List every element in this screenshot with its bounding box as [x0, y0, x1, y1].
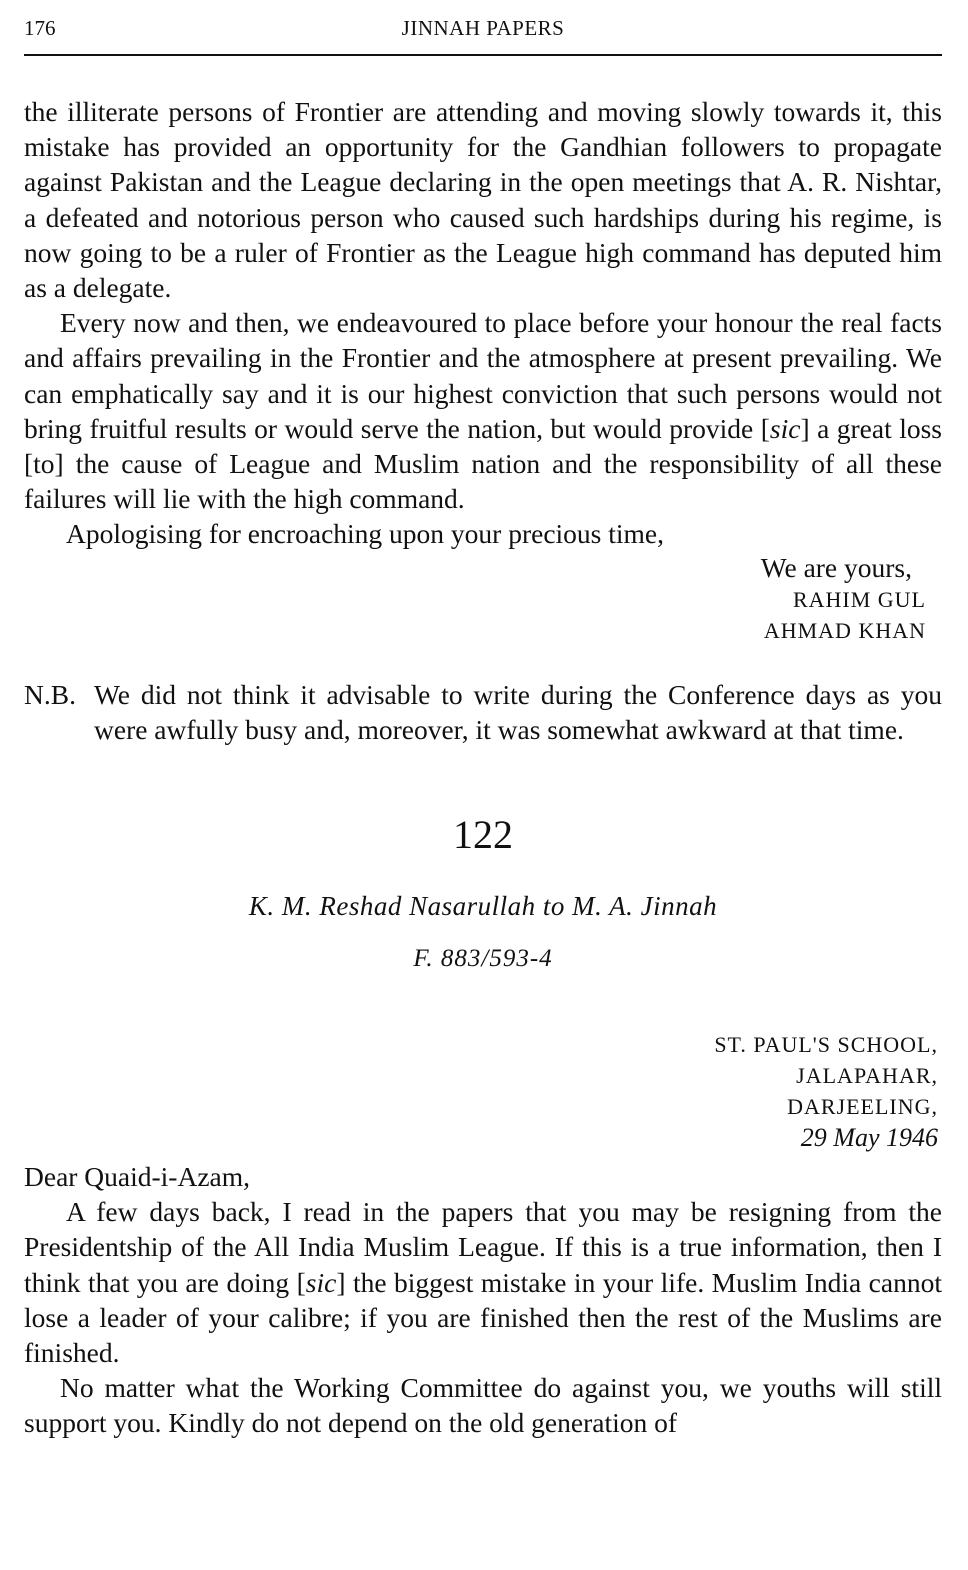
- signoff-block: [24, 552, 942, 646]
- signatory-2: AHMAD KHAN: [763, 617, 926, 643]
- page-number: 176: [24, 16, 56, 40]
- continued-paragraph-1: the illiterate persons of Frontier are attending and moving slowly towards it, this mistake has provided an opportunity for the Gandhian followers to propagate against Pakistan and the League declaring in the open meetings that A. R. Nishtar, a defeated and notorious person who caused such hardships during his regime, is now going to be a ruler of Frontier as the League high command has deputed him as a delegate.: [24, 96, 942, 304]
- nb-text: We did not think it advisable to write during the Conference days as you were awfully busy and, moreover, it was somewhat awkward at that time.: [94, 678, 942, 745]
- address-line: ST. PAUL'S SCHOOL,: [714, 1032, 938, 1058]
- continued-paragraph-3: Apologising for encroaching upon your precious time,: [66, 518, 664, 550]
- salutation: Dear Quaid-i-Azam,: [24, 1161, 251, 1193]
- nb-label: N.B.: [24, 678, 76, 710]
- letter-date: 29 May 1946: [800, 1123, 938, 1153]
- sender-address: [24, 1029, 942, 1153]
- sic-marker: sic: [305, 1266, 337, 1298]
- paragraph-text: ] a great loss [to] the cause of League and Muslim nation and the responsibility of all these failures will lie with the high command.: [24, 412, 942, 515]
- document-number: 122: [453, 812, 513, 858]
- page-body: [24, 94, 942, 1441]
- document-title: K. M. Reshad Nasarullah to M. A. Jinnah: [248, 891, 718, 922]
- document-reference: F. 883/593-4: [413, 945, 553, 973]
- signatory-1: RAHIM GUL: [792, 586, 926, 612]
- closing-line: We are yours,: [760, 551, 912, 583]
- page-header: [24, 12, 942, 48]
- letter-paragraph-2: No matter what the Working Committee do against you, we youths will still support you. Kindly do not depend on the old generation of: [24, 1372, 942, 1439]
- continued-paragraph-2: [24, 305, 942, 516]
- address-line: DARJEELING,: [787, 1094, 938, 1120]
- paragraph-text: Every now and then, we endeavoured to place before your honour the real facts and affairs prevailing in the Frontier and the atmosphere at present prevailing. We can emphatically say and it is our highest conviction that such persons would not bring fruitful results or would serve the nation, but would provide [: [24, 307, 942, 444]
- sic-marker: sic: [769, 412, 801, 444]
- letter-paragraph-1: [24, 1194, 942, 1370]
- header-rule: [24, 54, 942, 56]
- running-title: JINNAH PAPERS: [401, 16, 565, 40]
- paragraph-text: ] the biggest mistake in your life. Muslim India cannot lose a leader of your calibre; if you are finished then the rest of the Muslims are finished.: [24, 1266, 942, 1369]
- paragraph-text: A few days back, I read in the papers that you may be resigning from the Presidentship of the All India Muslim League. If this is a true information, then I think that you are doing [: [24, 1196, 942, 1298]
- address-line: JALAPAHAR,: [796, 1063, 938, 1089]
- nota-bene: [24, 677, 942, 747]
